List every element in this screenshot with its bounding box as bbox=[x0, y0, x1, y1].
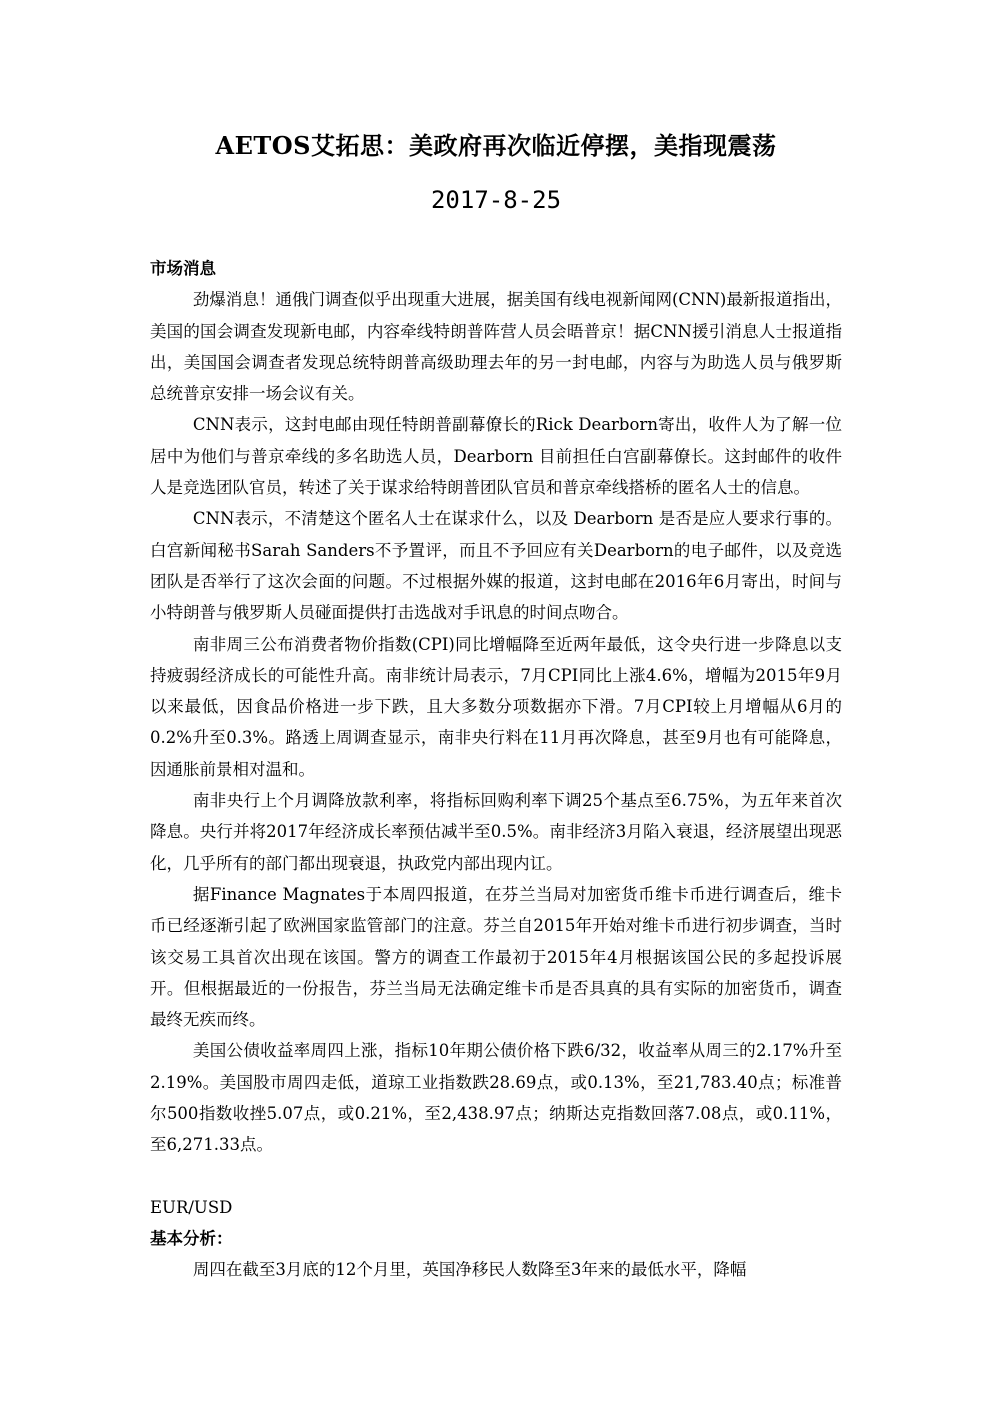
market-paragraph-3: CNN表示，不清楚这个匿名人士在谋求什么，以及 Dearborn 是否是应人要求行事的。白宫新闻秘书Sarah Sanders不予置评，而且不予回应有关Dearborn的电子邮件，以及竞选团队是否举行了这次会面的问题。不过根据外媒的报道，这封电邮在2016年6月寄出，时间与小特朗普与俄罗斯人员碰面提供打击选战对手讯息的时间点吻合。 bbox=[150, 509, 842, 623]
fundamental-analysis-heading: 基本分析： bbox=[150, 1228, 233, 1248]
document-title: AETOS艾拓思：美政府再次临近停摆，美指现震荡 bbox=[215, 131, 777, 160]
document-body bbox=[150, 253, 842, 1286]
market-paragraph-5: 南非央行上个月调降放款利率，将指标回购利率下调25个基点至6.75%，为五年来首次降息。央行并将2017年经济成长率预估减半至0.5%。南非经济3月陷入衰退，经济展望出现恶化，几乎所有的部门都出现衰退，执政党内部出现内讧。 bbox=[150, 791, 842, 873]
currency-pair-label: EUR/USD bbox=[150, 1197, 233, 1217]
market-paragraph-7: 美国公债收益率周四上涨，指标10年期公债价格下跌6/32，收益率从周三的2.17%升至2.19%。美国股市周四走低，道琼工业指数跌28.69点，或0.13%，至21,783.40点；标准普尔500指数收挫5.07点，或0.21%，至2,438.97点；纳斯达克指数回落7.08点，或0.11%，至6,271.33点。 bbox=[150, 1041, 842, 1155]
document-date: 2017-8-25 bbox=[430, 186, 562, 214]
fundamental-analysis-paragraph: 周四在截至3月底的12个月里，英国净移民人数降至3年来的最低水平，降幅 bbox=[192, 1260, 747, 1280]
market-paragraph-4: 南非周三公布消费者物价指数(CPI)同比增幅降至近两年最低，这令央行进一步降息以支持疲弱经济成长的可能性升高。南非统计局表示，7月CPI同比上涨4.6%，增幅为2015年9月以来最低，因食品价格进一步下跌，且大多数分项数据亦下滑。7月CPI较上月增幅从6月的0.2%升至0.3%。路透上周调查显示，南非央行料在11月再次降息，甚至9月也有可能降息，因通胀前景相对温和。 bbox=[150, 634, 842, 779]
market-paragraph-1: 劲爆消息！通俄门调查似乎出现重大进展，据美国有线电视新闻网(CNN)最新报道指出，美国的国会调查发现新电邮，内容牵线特朗普阵营人员会晤普京！据CNN援引消息人士报道指出，美国国会调查者发现总统特朗普高级助理去年的另一封电邮，内容与为助选人员与俄罗斯总统普京安排一场会议有关。 bbox=[150, 290, 842, 404]
market-news-heading: 市场消息 bbox=[150, 259, 216, 278]
market-paragraph-6: 据Finance Magnates于本周四报道，在芬兰当局对加密货币维卡币进行调查后，维卡币已经逐渐引起了欧洲国家监管部门的注意。芬兰自2015年开始对维卡币进行初步调查，当时该交易工具首次出现在该国。警方的调查工作最初于2015年4月根据该国公民的多起投诉展开。但根据最近的一份报告，芬兰当局无法确定维卡币是否具真的具有实际的加密货币，调查最终无疾而终。 bbox=[150, 884, 842, 1030]
market-paragraph-2: CNN表示，这封电邮由现任特朗普副幕僚长的Rick Dearborn寄出，收件人为了解一位居中为他们与普京牵线的多名助选人员，Dearborn 目前担任白宫副幕僚长。这封邮件的收件人是竞选团队官员，转述了关于谋求给特朗普团队官员和普京牵线搭桥的匿名人士的信息。 bbox=[150, 415, 842, 498]
section-spacer bbox=[150, 1161, 842, 1192]
